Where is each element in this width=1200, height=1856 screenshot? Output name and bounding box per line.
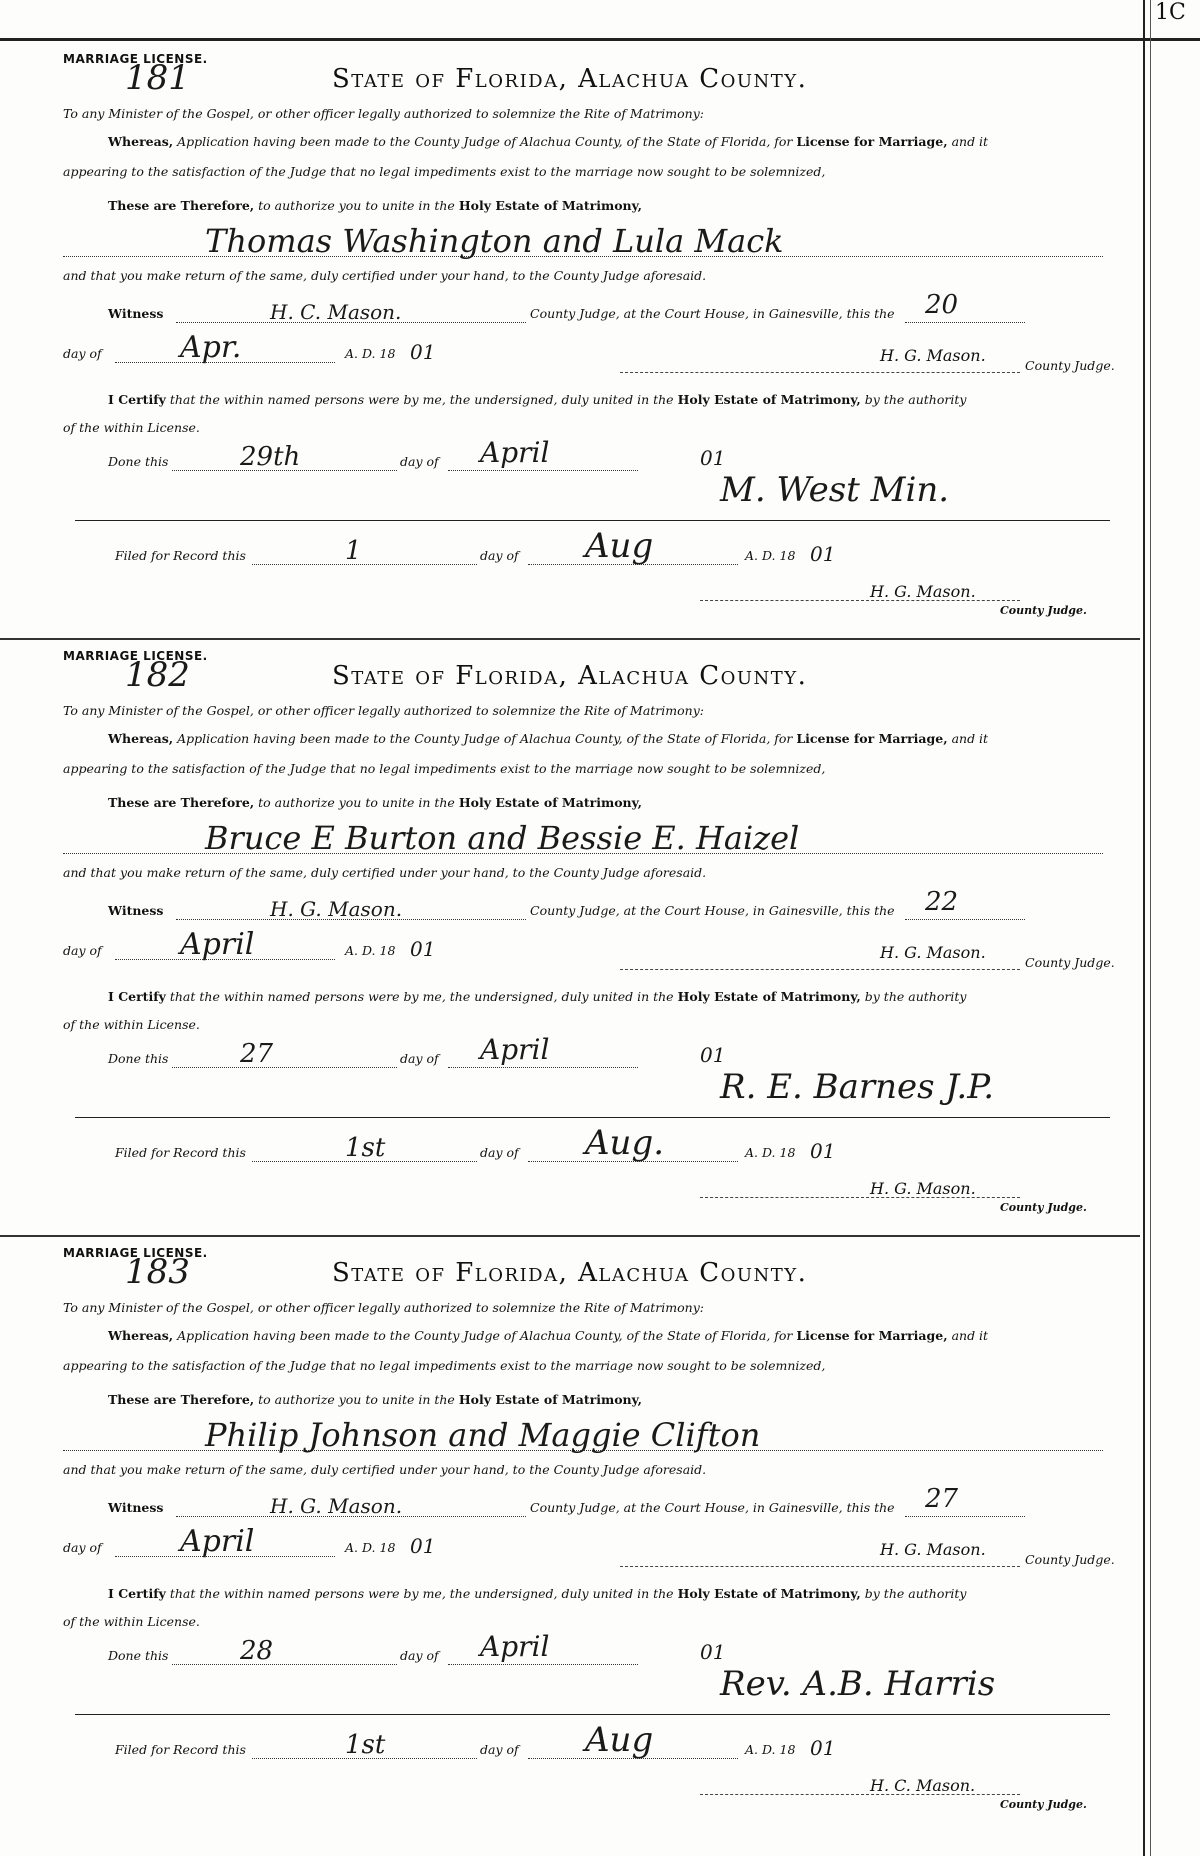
authorize-text: to authorize you to unite in the: [258, 198, 455, 213]
done-year: 01: [700, 1640, 726, 1664]
these-are-therefore: These are Therefore,: [108, 795, 255, 810]
done-this-label: Done this: [108, 454, 169, 469]
filed-signature: H. G. Mason.: [870, 582, 976, 601]
judge-sign-line: [620, 372, 1020, 373]
whereas-text: Application having been made to the County Judge of Alachua County, of the State of Florida, for: [177, 1328, 793, 1343]
witness-label: Witness: [108, 306, 164, 321]
of-license: of the within License.: [63, 1017, 200, 1032]
day-of-label: day of: [63, 943, 102, 958]
filed-label: Filed for Record this: [115, 548, 246, 563]
filed-ad: A. D. 18: [745, 548, 796, 563]
holy-estate-2: Holy Estate of Matrimony,: [677, 392, 861, 407]
judge-signature: H. G. Mason.: [880, 943, 986, 962]
parties-names: Bruce E Burton and Bessie E. Haizel: [205, 819, 800, 857]
filed-month: Aug.: [585, 1123, 665, 1163]
done-day-of: day of: [400, 1648, 439, 1663]
issue-month: April: [180, 1524, 255, 1559]
county-judge-at: County Judge, at the Court House, in Gainesville, this the: [530, 903, 895, 918]
license-title: State of Florida, Alachua County.: [332, 64, 808, 94]
by-authority: by the authority: [864, 1586, 967, 1601]
i-certify: I Certify: [108, 1586, 166, 1601]
whereas-text: Application having been made to the County Judge of Alachua County, of the State of Florida, for: [177, 134, 793, 149]
marriage-license-3: [0, 1194, 1140, 1811]
license-label: MARRIAGE LICENSE.: [63, 1246, 208, 1260]
license-label: MARRIAGE LICENSE.: [63, 52, 208, 66]
done-day-line: [172, 1664, 397, 1665]
done-year: 01: [700, 1043, 726, 1067]
license-number: 183: [125, 1252, 190, 1292]
issue-day-line: [905, 1516, 1025, 1517]
and-it: and it: [951, 134, 989, 149]
whereas-word: Whereas,: [108, 134, 174, 149]
filed-signature: H. G. Mason.: [870, 1179, 976, 1198]
done-day-of: day of: [400, 1051, 439, 1066]
county-judge-label: County Judge.: [1025, 955, 1115, 970]
county-judge-small: County Judge.: [1000, 1201, 1087, 1214]
filed-day-line: [252, 564, 477, 565]
filed-ad: A. D. 18: [745, 1145, 796, 1160]
parties-names: Thomas Washington and Lula Mack: [205, 222, 784, 260]
ad-label: A. D. 18: [345, 346, 396, 361]
certify-line: [108, 1586, 966, 1601]
appearing-line: appearing to the satisfaction of the Judge that no legal impediments exist to the marriage now sought to be solemnized,: [63, 761, 826, 776]
certify-line: [108, 989, 966, 1004]
day-of-label: day of: [63, 346, 102, 361]
right-margin-rule-inner: [1150, 0, 1151, 1856]
filed-day: 1st: [345, 1133, 386, 1163]
filed-month: Aug: [585, 526, 654, 566]
issue-month: April: [180, 927, 255, 962]
ad-label: A. D. 18: [345, 943, 396, 958]
done-day: 27: [240, 1039, 274, 1069]
parties-names: Philip Johnson and Maggie Clifton: [205, 1416, 761, 1454]
day-of-label: day of: [63, 1540, 102, 1555]
certify-text: that the within named persons were by me, the undersigned, duly united in the: [169, 1586, 674, 1601]
judge-sign-line: [620, 969, 1020, 970]
county-judge-label: County Judge.: [1025, 1552, 1115, 1567]
certify-line: [108, 392, 966, 407]
whereas-line: [108, 134, 988, 149]
done-month-line: [448, 470, 638, 471]
done-day: 29th: [240, 442, 301, 472]
i-certify: I Certify: [108, 989, 166, 1004]
filed-year: 01: [810, 1736, 836, 1760]
issue-year: 01: [410, 937, 436, 961]
appearing-line: appearing to the satisfaction of the Judge that no legal impediments exist to the marriage now sought to be solemnized,: [63, 164, 826, 179]
county-judge-at: County Judge, at the Court House, in Gainesville, this the: [530, 306, 895, 321]
filed-rule: [75, 520, 1110, 521]
these-are-line: [108, 198, 642, 213]
issue-year: 01: [410, 340, 436, 364]
county-judge-small: County Judge.: [1000, 604, 1087, 617]
address-line: To any Minister of the Gospel, or other officer legally authorized to solemnize the Rite of Matrimony:: [63, 703, 704, 718]
holy-estate: Holy Estate of Matrimony,: [458, 795, 643, 810]
done-year: 01: [700, 446, 726, 470]
marriage-license-2: [0, 597, 1140, 1214]
judge-signature: H. G. Mason.: [880, 1540, 986, 1559]
witness-name: H. G. Mason.: [270, 897, 403, 921]
license-label: MARRIAGE LICENSE.: [63, 649, 208, 663]
whereas-line: [108, 1328, 988, 1343]
issue-month: Apr.: [180, 330, 242, 365]
done-month: April: [480, 436, 550, 469]
officiant-signature: R. E. Barnes J.P.: [720, 1067, 995, 1107]
filed-day-of: day of: [480, 548, 519, 563]
certify-text: that the within named persons were by me, the undersigned, duly united in the: [169, 989, 674, 1004]
license-for-marriage: License for Marriage,: [796, 731, 948, 746]
whereas-word: Whereas,: [108, 731, 174, 746]
county-judge-label: County Judge.: [1025, 358, 1115, 373]
judge-signature: H. G. Mason.: [880, 346, 986, 365]
filed-rule: [75, 1117, 1110, 1118]
certify-text: that the within named persons were by me, the undersigned, duly united in the: [169, 392, 674, 407]
license-number: 182: [125, 655, 190, 695]
holy-estate: Holy Estate of Matrimony,: [458, 198, 643, 213]
holy-estate-2: Holy Estate of Matrimony,: [677, 1586, 861, 1601]
filed-label: Filed for Record this: [115, 1145, 246, 1160]
license-for-marriage: License for Marriage,: [796, 134, 948, 149]
county-judge-at: County Judge, at the Court House, in Gainesville, this the: [530, 1500, 895, 1515]
done-month-line: [448, 1664, 638, 1665]
authorize-text: to authorize you to unite in the: [258, 795, 455, 810]
ad-label: A. D. 18: [345, 1540, 396, 1555]
license-for-marriage: License for Marriage,: [796, 1328, 948, 1343]
return-line: and that you make return of the same, duly certified under your hand, to the County Judge aforesaid.: [63, 1462, 707, 1477]
these-are-line: [108, 795, 642, 810]
address-line: To any Minister of the Gospel, or other officer legally authorized to solemnize the Rite of Matrimony:: [63, 1300, 704, 1315]
officiant-signature: Rev. A.B. Harris: [720, 1664, 996, 1704]
filed-ad: A. D. 18: [745, 1742, 796, 1757]
appearing-line: appearing to the satisfaction of the Judge that no legal impediments exist to the marriage now sought to be solemnized,: [63, 1358, 826, 1373]
authorize-text: to authorize you to unite in the: [258, 1392, 455, 1407]
issue-year: 01: [410, 1534, 436, 1558]
issue-day-line: [905, 919, 1025, 920]
right-margin-rule: [1143, 0, 1145, 1856]
filed-signature: H. C. Mason.: [870, 1776, 976, 1795]
address-line: To any Minister of the Gospel, or other officer legally authorized to solemnize the Rite of Matrimony:: [63, 106, 704, 121]
done-day-of: day of: [400, 454, 439, 469]
witness-label: Witness: [108, 903, 164, 918]
whereas-text: Application having been made to the County Judge of Alachua County, of the State of Florida, for: [177, 731, 793, 746]
officiant-signature: M. West Min.: [720, 470, 950, 510]
return-line: and that you make return of the same, duly certified under your hand, to the County Judge aforesaid.: [63, 865, 707, 880]
done-day-line: [172, 1067, 397, 1068]
these-are-therefore: These are Therefore,: [108, 198, 255, 213]
done-month-line: [448, 1067, 638, 1068]
license-number: 181: [125, 58, 190, 98]
done-this-label: Done this: [108, 1648, 169, 1663]
by-authority: by the authority: [864, 989, 967, 1004]
filed-rule: [75, 1714, 1110, 1715]
filed-label: Filed for Record this: [115, 1742, 246, 1757]
issue-day-line: [905, 322, 1025, 323]
done-day: 28: [240, 1636, 274, 1666]
license-title: State of Florida, Alachua County.: [332, 1258, 808, 1288]
done-month: April: [480, 1630, 550, 1663]
of-license: of the within License.: [63, 1614, 200, 1629]
issue-day: 22: [925, 887, 959, 917]
license-title: State of Florida, Alachua County.: [332, 661, 808, 691]
of-license: of the within License.: [63, 420, 200, 435]
witness-label: Witness: [108, 1500, 164, 1515]
whereas-word: Whereas,: [108, 1328, 174, 1343]
by-authority: by the authority: [864, 392, 967, 407]
done-month: April: [480, 1033, 550, 1066]
filed-day: 1st: [345, 1730, 386, 1760]
marriage-license-1: [0, 0, 1140, 617]
issue-day: 20: [925, 290, 959, 320]
these-are-therefore: These are Therefore,: [108, 1392, 255, 1407]
i-certify: I Certify: [108, 392, 166, 407]
page-corner-number: 1C: [1155, 0, 1186, 25]
filed-day-of: day of: [480, 1145, 519, 1160]
issue-day: 27: [925, 1484, 959, 1514]
whereas-line: [108, 731, 988, 746]
these-are-line: [108, 1392, 642, 1407]
judge-sign-line: [620, 1566, 1020, 1567]
and-it: and it: [951, 1328, 989, 1343]
return-line: and that you make return of the same, duly certified under your hand, to the County Judge aforesaid.: [63, 268, 707, 283]
filed-day: 1: [345, 536, 362, 566]
filed-year: 01: [810, 1139, 836, 1163]
county-judge-small: County Judge.: [1000, 1798, 1087, 1811]
filed-day-of: day of: [480, 1742, 519, 1757]
holy-estate: Holy Estate of Matrimony,: [458, 1392, 643, 1407]
and-it: and it: [951, 731, 989, 746]
done-this-label: Done this: [108, 1051, 169, 1066]
witness-name: H. G. Mason.: [270, 1494, 403, 1518]
holy-estate-2: Holy Estate of Matrimony,: [677, 989, 861, 1004]
filed-year: 01: [810, 542, 836, 566]
witness-name: H. C. Mason.: [270, 300, 402, 324]
filed-month: Aug: [585, 1720, 654, 1760]
